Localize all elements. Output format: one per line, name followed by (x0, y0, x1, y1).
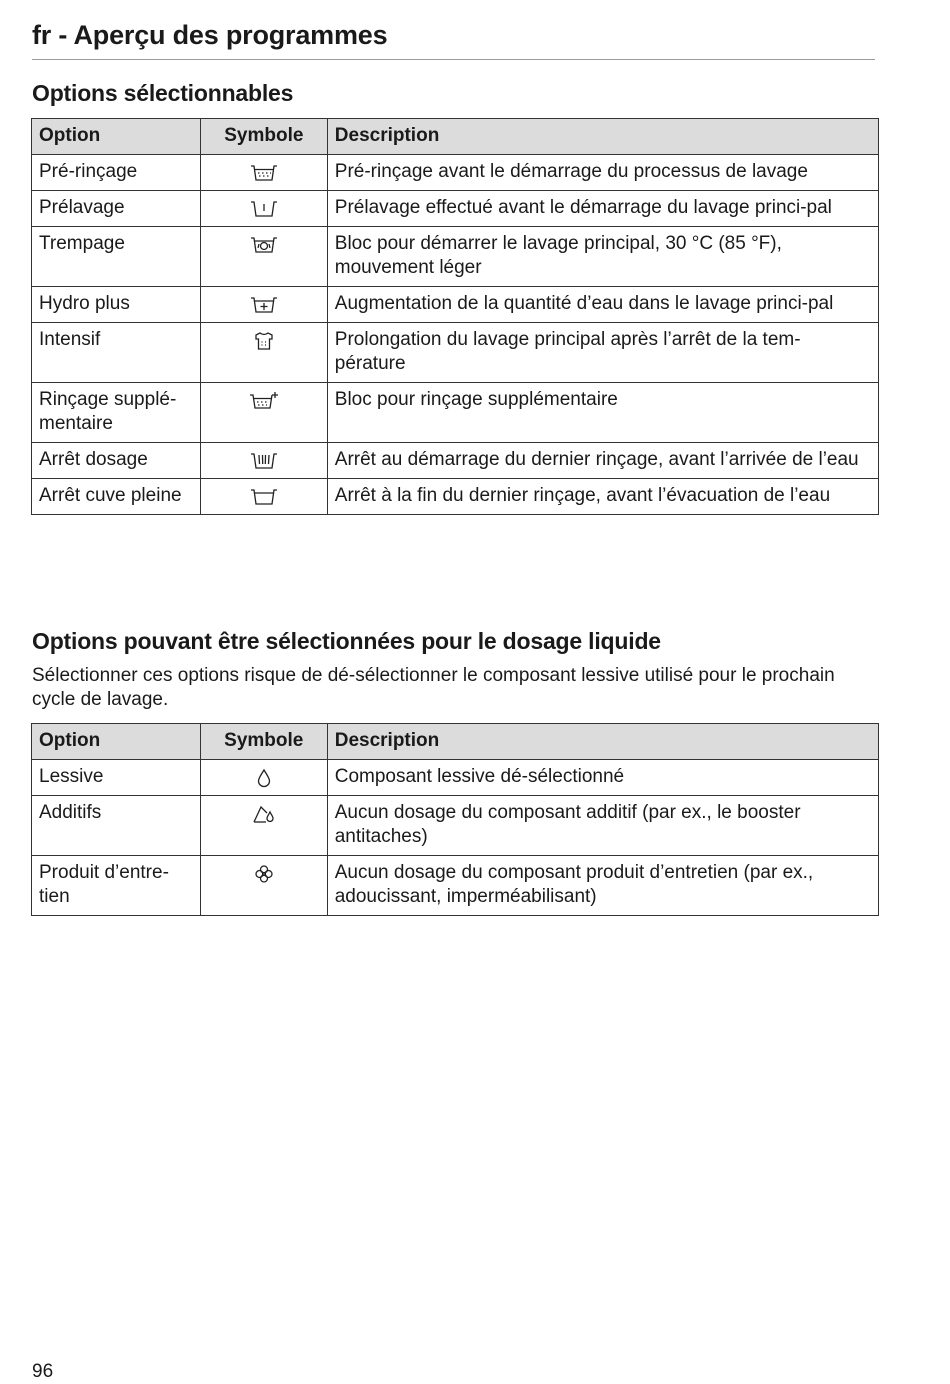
table-row (32, 155, 879, 191)
care-product-icon (249, 864, 279, 884)
pre-rinse-icon (249, 163, 279, 183)
table-row (32, 856, 879, 916)
table-row (32, 323, 879, 383)
symbol-cell (200, 856, 327, 916)
option-name: Arrêt dosage (32, 443, 201, 479)
option-name: Hydro plus (32, 287, 201, 323)
symbol-cell (200, 479, 327, 515)
intensive-icon (249, 331, 279, 351)
page-title: fr - Aperçu des programmes (32, 20, 875, 60)
table-header-row (32, 119, 879, 155)
option-name: Trempage (32, 227, 201, 287)
option-name: Intensif (32, 323, 201, 383)
option-description: Bloc pour rinçage supplémentaire (327, 383, 878, 443)
option-description: Augmentation de la quantité d’eau dans le lavage princi-pal (327, 287, 878, 323)
option-name: Prélavage (32, 191, 201, 227)
column-header-description: Description (327, 724, 878, 760)
option-description: Composant lessive dé-sélectionné (327, 760, 878, 796)
option-name: Produit d’entre-tien (32, 856, 201, 916)
page-number: 96 (32, 1361, 54, 1382)
table-row (32, 227, 879, 287)
prewash-icon (249, 199, 279, 219)
section-intro: Sélectionner ces options risque de dé-sélectionner le composant lessive utilisé pour le prochain cycle de lavage. (32, 665, 835, 710)
additive-icon (249, 804, 279, 824)
option-description: Pré-rinçage avant le démarrage du processus de lavage (327, 155, 878, 191)
option-name: Arrêt cuve pleine (32, 479, 201, 515)
option-name: Rinçage supplé-mentaire (32, 383, 201, 443)
symbol-cell (200, 383, 327, 443)
option-description: Aucun dosage du composant produit d’entretien (par ex., adoucissant, imperméabilisant) (327, 856, 878, 916)
stop-dosing-icon (249, 451, 279, 471)
section-title-selectable-options: Options sélectionnables (32, 80, 294, 106)
option-description: Arrêt à la fin du dernier rinçage, avant l’évacuation de l’eau (327, 479, 878, 515)
section-title-liquid-dosing-options: Options pouvant être sélectionnées pour le dosage liquide (32, 628, 661, 654)
symbol-cell (200, 155, 327, 191)
hydro-plus-icon (249, 295, 279, 315)
table-header-row (32, 724, 879, 760)
option-description: Bloc pour démarrer le lavage principal, 30 °C (85 °F), mouvement léger (327, 227, 878, 287)
table-row (32, 287, 879, 323)
symbol-cell (200, 227, 327, 287)
option-description: Prolongation du lavage principal après l’arrêt de la tem-pérature (327, 323, 878, 383)
detergent-drop-icon (249, 768, 279, 788)
column-header-option: Option (32, 119, 201, 155)
stop-full-tub-icon (249, 487, 279, 507)
column-header-symbol: Symbole (200, 724, 327, 760)
soak-icon (249, 235, 279, 255)
symbol-cell (200, 323, 327, 383)
column-header-symbol: Symbole (200, 119, 327, 155)
table-row (32, 479, 879, 515)
extra-rinse-icon (249, 391, 279, 411)
column-header-option: Option (32, 724, 201, 760)
table-row (32, 796, 879, 856)
symbol-cell (200, 760, 327, 796)
option-description: Aucun dosage du composant additif (par ex., le booster antitaches) (327, 796, 878, 856)
selectable-options-table (31, 118, 879, 515)
option-name: Lessive (32, 760, 201, 796)
liquid-dosing-options-table (31, 723, 879, 916)
table-row (32, 760, 879, 796)
column-header-description: Description (327, 119, 878, 155)
option-description: Prélavage effectué avant le démarrage du lavage princi-pal (327, 191, 878, 227)
table-row (32, 383, 879, 443)
symbol-cell (200, 287, 327, 323)
option-name: Pré-rinçage (32, 155, 201, 191)
option-name: Additifs (32, 796, 201, 856)
symbol-cell (200, 443, 327, 479)
option-description: Arrêt au démarrage du dernier rinçage, avant l’arrivée de l’eau (327, 443, 878, 479)
symbol-cell (200, 191, 327, 227)
table-row (32, 191, 879, 227)
symbol-cell (200, 796, 327, 856)
table-row (32, 443, 879, 479)
